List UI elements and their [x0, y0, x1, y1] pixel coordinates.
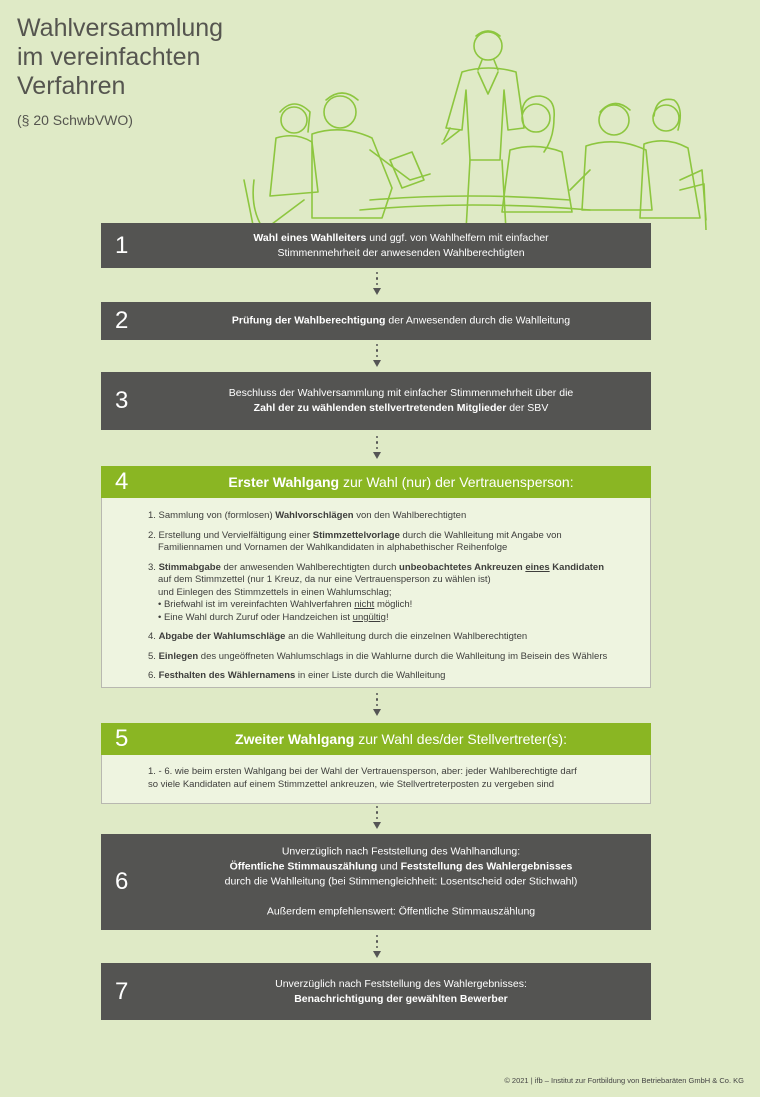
- step-heading: Erster Wahlgang zur Wahl (nur) der Vertrauensperson:: [228, 474, 574, 490]
- meeting-illustration: [240, 20, 710, 230]
- step-text: Wahl eines Wahlleiters und ggf. von Wahlhelfern mit einfacher Stimmenmehrheit der anwesenden Wahlberechtigten: [253, 231, 549, 259]
- list-item: 4. Abgabe der Wahlumschläge an die Wahlleitung durch die einzelnen Wahlberechtigten: [148, 631, 528, 642]
- step-5-header: [101, 723, 651, 755]
- step-text: Beschluss der Wahlversammlung mit einfacher Stimmenmehrheit über die Zahl der zu wählenden stellvertretenden Mitglieder der SBV: [228, 387, 574, 414]
- step-5-body: 1. - 6. wie beim ersten Wahlgang bei der Wahl der Vertrauensperson, aber: jeder Wahlberechtigte darf so viele Kandidaten auf einem Stimmzettel ankreuzen, wie Stellvertreterposten zu vergeben sind: [101, 755, 651, 804]
- list-item: 2. Erstellung und Vervielfältigung einer Stimmzettelvorlage durch die Wahlleitung mit Angabe von Familiennamen und Vornamen der Wahlkandidaten in alphabethischer Reihenfolge: [148, 529, 562, 553]
- step-heading: Zweiter Wahlgang zur Wahl des/der Stellvertreter(s):: [235, 731, 567, 747]
- title-line-2: im vereinfachten: [17, 43, 201, 71]
- step-number: 7: [115, 977, 129, 1005]
- step-6-box: [101, 834, 651, 930]
- connector-arrow: [371, 693, 383, 716]
- page-title: [17, 14, 223, 101]
- step-number: 5: [115, 725, 129, 752]
- list-item: 3. Stimmabgabe der anwesenden Wahlberechtigten durch unbeobachtetes Ankreuzen eines Kandidaten auf dem Stimmzettel (nur 1 Kreuz, da nur eine Vertrauensperson zu wählen ist) und Einlegen des Stimmzettels in einen Wahlumschlag; • Briefwahl ist im vereinfachten Wahlverfahren nicht möglich! • Eine Wahl durch Zuruf oder Handzeichen ist ungültig!: [148, 561, 605, 623]
- list-item: 6. Festhalten des Wählernamens in einer Liste durch die Wahlleitung: [148, 670, 446, 681]
- step-3-box: [101, 372, 651, 430]
- connector-arrow: [371, 344, 383, 367]
- connector-arrow: [371, 935, 383, 958]
- step-1-box: [101, 223, 651, 268]
- step-number: 2: [115, 307, 129, 334]
- title-line-1: Wahlversammlung: [17, 14, 224, 42]
- step-number: 6: [115, 868, 129, 895]
- step-text: Unverzüglich nach Feststellung des Wahlergebnisses: Benachrichtigung der gewählten Bewerber: [275, 977, 527, 1005]
- step-7-box: [101, 963, 651, 1020]
- page-subtitle: (§ 20 SchwbVWO): [17, 112, 133, 128]
- step-number: 3: [115, 387, 129, 414]
- step-number: 4: [115, 468, 129, 495]
- step-number: 1: [115, 231, 129, 259]
- step-4-body: [101, 498, 651, 688]
- step-4-box: [101, 466, 651, 688]
- connector-arrow: [371, 272, 383, 295]
- connector-arrow: [371, 806, 383, 829]
- footer-copyright: © 2021 | ifb – Institut zur Fortbildung von Betriebaräten GmbH & Co. KG: [504, 1076, 744, 1085]
- step-5-box: [101, 723, 651, 804]
- title-line-3: Verfahren: [17, 72, 126, 100]
- step-text: Prüfung der Wahlberechtigung der Anwesenden durch die Wahlleitung: [231, 314, 571, 327]
- step-2-box: [101, 302, 651, 340]
- list-item: 1. Sammlung von (formlosen) Wahlvorschlägen von den Wahlberechtigten: [148, 510, 467, 521]
- list-item: 5. Einlegen des ungeöffneten Wahlumschlags in die Wahlurne durch die Wahlleitung im Beisein des Wählers: [148, 650, 608, 662]
- step-text: Unverzüglich nach Feststellung des Wahlhandlung: Öffentliche Stimmauszählung und Feststellung des Wahlergebnisses durch die Wahlleitung (bei Stimmengleichheit: Losentscheid oder Stichwahl) Außerdem empfehlenswert: Öffentliche Stimmauszählung: [224, 845, 578, 918]
- connector-arrow: [371, 436, 383, 459]
- step-4-header: [101, 466, 651, 498]
